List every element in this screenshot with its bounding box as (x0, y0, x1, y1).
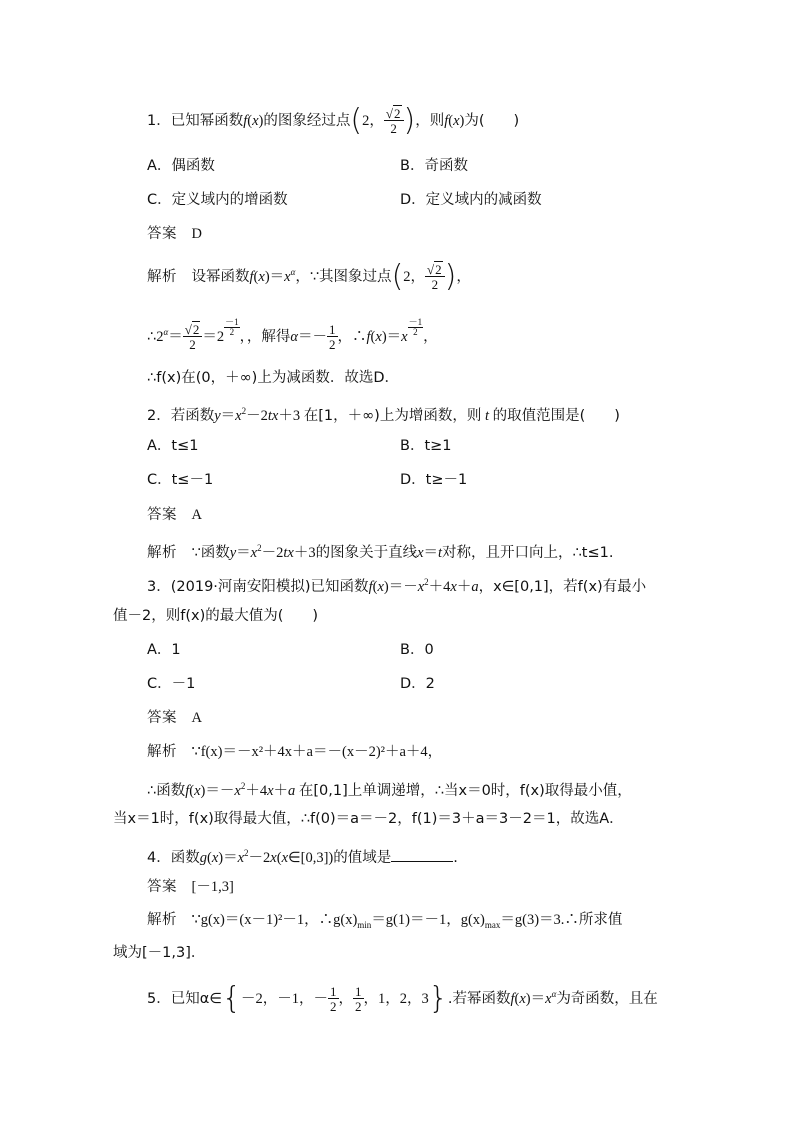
q3-stem-line2: 值－2，则f(x)的最大值为( ) (113, 608, 319, 624)
q1-option-d: D．定义域内的减函数 (400, 192, 542, 208)
q1-analysis-line3: ∴f(x)在(0，＋∞)上为减函数．故选D． (147, 370, 400, 386)
q2-analysis-line1: 解析 ∵函数$y=x^2-2tx+3$的图象关于直线x＝t对称，且开口向上，∴t≤1. (147, 543, 614, 561)
q3-analysis-line2: ∴函数$f(x)=-x^2+4x+a$ 在[0,1]上单调递增，∴当x＝0时，f(x)取得最小值， (147, 781, 632, 799)
q2-option-a: A．t≤1 (147, 438, 199, 454)
q4-analysis-line2: 域为[－1,3]． (113, 945, 206, 961)
q5-stem: 5．已知α∈{－2，－1，－ $\frac{1}{2}$ ， $\frac{1}{2}$ ，1，2，3}.若幂函数$f(x)=x^\alpha$为奇函数，且在 (147, 981, 658, 1016)
q4-answer: 答案 [－1,3] (147, 879, 234, 895)
q3-answer: 答案 A (147, 710, 202, 726)
q3-option-a: A．1 (147, 642, 181, 658)
q1-option-c: C．定义域内的增函数 (147, 192, 288, 208)
q1-option-a: A．偶函数 (147, 158, 215, 174)
q4-stem: 4．函数$g(x)=x^2-2x(x\in[0,3])$的值域是 . (147, 848, 458, 866)
q1-answer: 答案 D (147, 226, 202, 242)
q3-option-b: B．0 (400, 642, 434, 658)
q2-option-d: D．t≥－1 (400, 472, 468, 488)
q3-analysis-line1: 解析 ∵f(x)＝－x²＋4x＋a＝－(x－2)²＋a＋4， (147, 744, 443, 760)
q1-analysis-line1: 解析 设幂函数$f(x)=x^\alpha$，∵其图象过点(2， $\frac{√2}{2}$ )， (147, 259, 471, 294)
q3-analysis-line3: 当x＝1时，f(x)取得最大值，∴f(0)＝a＝－2，f(1)＝3＋a＝3－2＝1，故选A． (113, 811, 624, 827)
q2-answer: 答案 A (147, 507, 202, 523)
q2-option-c: C．t≤－1 (147, 472, 214, 488)
q4-answer-blank[interactable] (391, 847, 453, 862)
q3-stem-line1: 3．(2019·河南安阳模拟)已知函数$f(x)=-x^2+4x+a$，x∈[0,1]，若f(x)有最小 (147, 577, 647, 595)
q3-option-c: C．－1 (147, 676, 196, 692)
q2-stem: 2．若函数$y=x^2-2tx+3$ 在[1，＋∞)上为增函数，则 t 的取值范围是( ) (147, 406, 620, 424)
q3-option-d: D．2 (400, 676, 435, 692)
q1-analysis-line2: $\therefore 2^\alpha=$ $\frac{√2}{2}$ ＝2 $\frac{-1}{2}$ ，，解得α＝－ $\frac{1}{2}$ ，∴f(x)＝x $\frac{-1}{2}$ ， (147, 317, 438, 352)
q1-option-b: B．奇函数 (400, 158, 468, 174)
q1-stem: 1．已知幂函数f(x)的图象经过点(2， $\frac{√2}{2}$ )，则f(x)为( ) (147, 103, 520, 138)
q2-option-b: B．t≥1 (400, 438, 452, 454)
q4-analysis-line1: 解析 ∵g(x)＝(x－1)²－1，$\therefore g(x)_{min}=g(1)=-1$，$g(x)_{max}=g(3)=3.\therefore$所求值 (147, 912, 623, 930)
